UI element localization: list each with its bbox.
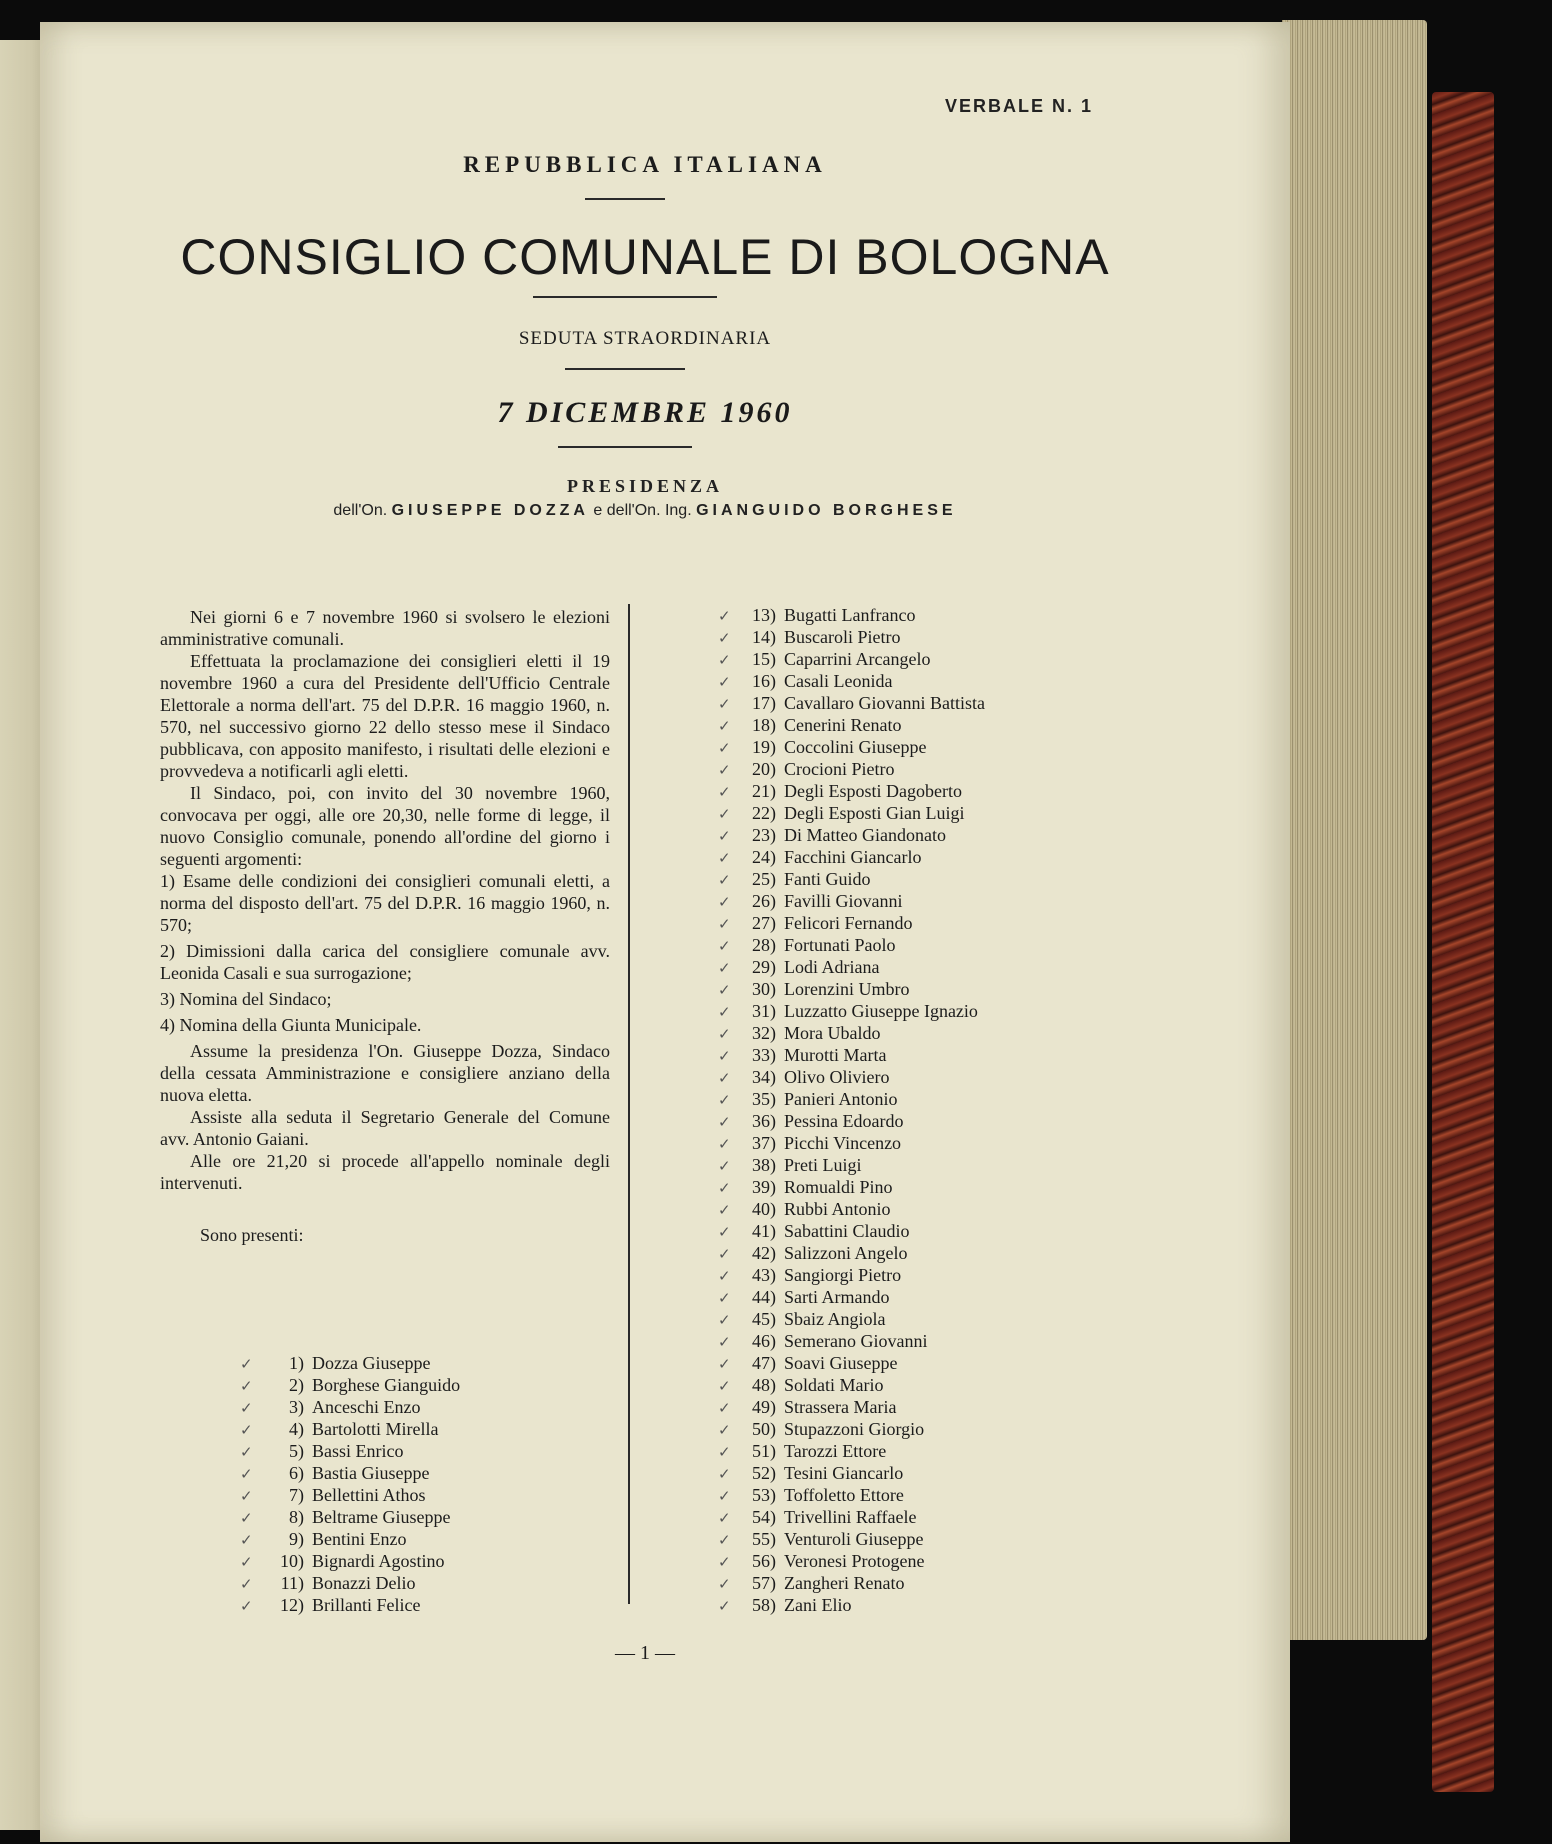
attendee-name: Venturoli Giuseppe — [784, 1529, 924, 1549]
attendee-row — [718, 1264, 985, 1286]
attendee-name: Picchi Vincenzo — [784, 1133, 902, 1153]
attendee-number: 56) — [752, 1551, 776, 1571]
left-column — [160, 606, 610, 1246]
handwritten-check-icon: ✓ — [718, 959, 731, 977]
attendee-name: Brillanti Felice — [312, 1595, 421, 1615]
presidency-name-1: GIUSEPPE DOZZA — [391, 502, 589, 519]
attendee-name: Strassera Maria — [784, 1397, 897, 1417]
attendee-number: 2) — [289, 1375, 304, 1395]
document-title: CONSIGLIO COMUNALE DI BOLOGNA — [180, 229, 1110, 285]
attendee-row — [718, 692, 985, 714]
attendee-number: 37) — [752, 1133, 776, 1153]
handwritten-check-icon: ✓ — [240, 1553, 253, 1571]
attendee-number: 27) — [752, 913, 776, 933]
attendee-number: 41) — [752, 1221, 776, 1241]
attendee-row — [718, 670, 985, 692]
attendee-name: Tarozzi Ettore — [784, 1441, 887, 1461]
attendee-row — [718, 956, 985, 978]
document-page — [40, 22, 1290, 1842]
attendee-name: Bugatti Lanfranco — [784, 605, 916, 625]
paragraph: Il Sindaco, poi, con invito del 30 novembre 1960, convocava per oggi, alle ore 20,30, nelle forme di legge, il nuovo Consiglio comunale, ponendo all'ordine del giorno i seguenti argomenti: — [160, 783, 610, 869]
attendee-number: 4) — [289, 1419, 304, 1439]
handwritten-check-icon: ✓ — [718, 739, 731, 757]
attendee-row — [718, 1440, 985, 1462]
attendee-row — [718, 1550, 985, 1572]
handwritten-check-icon: ✓ — [718, 805, 731, 823]
attendee-name: Casali Leonida — [784, 671, 893, 691]
handwritten-check-icon: ✓ — [240, 1355, 253, 1373]
handwritten-check-icon: ✓ — [718, 1355, 731, 1373]
attendee-name: Bastia Giuseppe — [312, 1463, 430, 1483]
handwritten-check-icon: ✓ — [718, 1201, 731, 1219]
attendee-row — [718, 1528, 985, 1550]
handwritten-check-icon: ✓ — [718, 717, 731, 735]
attendee-name: Olivo Oliviero — [784, 1067, 890, 1087]
handwritten-check-icon: ✓ — [240, 1575, 253, 1593]
attendee-row — [240, 1594, 460, 1616]
attendee-row — [240, 1352, 460, 1374]
handwritten-check-icon: ✓ — [240, 1443, 253, 1461]
divider — [565, 368, 685, 370]
attendee-name: Cavallaro Giovanni Battista — [784, 693, 985, 713]
attendee-number: 39) — [752, 1177, 776, 1197]
attendee-number: 40) — [752, 1199, 776, 1219]
attendee-row — [718, 1308, 985, 1330]
attendee-row — [718, 1374, 985, 1396]
attendee-row — [718, 1572, 985, 1594]
attendee-number: 25) — [752, 869, 776, 889]
handwritten-check-icon: ✓ — [718, 1003, 731, 1021]
attendee-number: 16) — [752, 671, 776, 691]
attendee-name: Stupazzoni Giorgio — [784, 1419, 925, 1439]
handwritten-check-icon: ✓ — [240, 1377, 253, 1395]
attendee-name: Luzzatto Giuseppe Ignazio — [784, 1001, 978, 1021]
handwritten-check-icon: ✓ — [240, 1399, 253, 1417]
attendee-number: 54) — [752, 1507, 776, 1527]
attendee-name: Borghese Gianguido — [312, 1375, 461, 1395]
attendee-number: 35) — [752, 1089, 776, 1109]
attendee-number: 14) — [752, 627, 776, 647]
attendee-row — [240, 1440, 460, 1462]
attendee-number: 21) — [752, 781, 776, 801]
attendee-number: 42) — [752, 1243, 776, 1263]
attendee-number: 23) — [752, 825, 776, 845]
attendee-number: 36) — [752, 1111, 776, 1131]
handwritten-check-icon: ✓ — [718, 783, 731, 801]
attendee-row — [718, 1000, 985, 1022]
attendee-number: 12) — [280, 1595, 304, 1615]
verbale-number: VERBALE N. 1 — [945, 96, 1094, 116]
attendee-number: 3) — [289, 1397, 304, 1417]
page-number: — 1 — — [615, 1642, 675, 1664]
column-divider — [628, 604, 630, 1604]
handwritten-check-icon: ✓ — [240, 1597, 253, 1615]
presidency-names — [40, 502, 1250, 520]
attendee-name: Degli Esposti Gian Luigi — [784, 803, 965, 823]
paragraph: Effettuata la proclamazione dei consiglieri eletti il 19 novembre 1960 a cura del Presidente dell'Ufficio Centrale Elettorale a norma dell'art. 75 del D.P.R. 16 maggio 1960, n. 570, nel successivo giorno 22 dello stesso mese il Sindaco pubblicava, con apposito manifesto, i risultati delle elezioni e provvedeva a notificarli agli eletti. — [160, 651, 610, 781]
attendee-row — [718, 1352, 985, 1374]
attendee-number: 48) — [752, 1375, 776, 1395]
attendee-name: Cenerini Renato — [784, 715, 902, 735]
attendee-name: Di Matteo Giandonato — [784, 825, 946, 845]
presidency-name-2: GIANGUIDO BORGHESE — [696, 502, 957, 519]
attendee-name: Rubbi Antonio — [784, 1199, 891, 1219]
attendee-row — [718, 1066, 985, 1088]
attendee-number: 11) — [280, 1573, 304, 1593]
agenda-item: 3) Nomina del Sindaco; — [160, 989, 332, 1009]
attendee-row — [718, 604, 985, 626]
attendee-number: 6) — [289, 1463, 304, 1483]
attendee-name: Toffoletto Ettore — [784, 1485, 904, 1505]
handwritten-check-icon: ✓ — [718, 1245, 731, 1263]
handwritten-check-icon: ✓ — [718, 1135, 731, 1153]
session-date: 7 DICEMBRE 1960 — [497, 396, 793, 429]
handwritten-check-icon: ✓ — [718, 1091, 731, 1109]
attendee-number: 43) — [752, 1265, 776, 1285]
handwritten-check-icon: ✓ — [718, 629, 731, 647]
marbled-book-cover — [1432, 92, 1494, 1792]
handwritten-check-icon: ✓ — [718, 1377, 731, 1395]
attendee-number: 7) — [289, 1485, 304, 1505]
attendee-number: 1) — [289, 1353, 304, 1373]
handwritten-check-icon: ✓ — [718, 1575, 731, 1593]
paragraph: Assume la presidenza l'On. Giuseppe Dozza, Sindaco della cessata Amministrazione e consigliere anziano della nuova eletta. — [160, 1041, 610, 1105]
handwritten-check-icon: ✓ — [718, 915, 731, 933]
attendee-name: Murotti Marta — [784, 1045, 887, 1065]
agenda-item: 1) Esame delle condizioni dei consiglieri comunali eletti, a norma del disposto dell'art. 75 del D.P.R. 16 maggio 1960, n. 570; — [160, 871, 610, 935]
handwritten-check-icon: ✓ — [718, 937, 731, 955]
handwritten-check-icon: ✓ — [718, 893, 731, 911]
handwritten-check-icon: ✓ — [240, 1509, 253, 1527]
handwritten-check-icon: ✓ — [718, 1487, 731, 1505]
attendee-name: Bassi Enrico — [312, 1441, 404, 1461]
attendee-name: Soldati Mario — [784, 1375, 884, 1395]
attendee-row — [718, 1044, 985, 1066]
book-page-edges — [1282, 20, 1427, 1640]
attendee-row — [718, 1154, 985, 1176]
handwritten-check-icon: ✓ — [718, 827, 731, 845]
handwritten-check-icon: ✓ — [718, 1531, 731, 1549]
attendee-number: 44) — [752, 1287, 776, 1307]
attendee-name: Bignardi Agostino — [312, 1551, 445, 1571]
handwritten-check-icon: ✓ — [718, 695, 731, 713]
attendee-name: Caparrini Arcangelo — [784, 649, 931, 669]
handwritten-check-icon: ✓ — [718, 1421, 731, 1439]
divider — [558, 446, 692, 448]
attendee-number: 51) — [752, 1441, 776, 1461]
attendee-number: 58) — [752, 1595, 776, 1615]
attendee-number: 26) — [752, 891, 776, 911]
presidency-prefix-2: e dell'On. Ing. — [593, 502, 692, 519]
attendee-row — [718, 648, 985, 670]
attendee-number: 20) — [752, 759, 776, 779]
attendee-number: 8) — [289, 1507, 304, 1527]
divider — [585, 198, 665, 200]
attendee-name: Lorenzini Umbro — [784, 979, 910, 999]
attendee-name: Mora Ubaldo — [784, 1023, 881, 1043]
attendee-name: Salizzoni Angelo — [784, 1243, 908, 1263]
handwritten-check-icon: ✓ — [718, 1289, 731, 1307]
presidency-label: PRESIDENZA — [566, 476, 724, 496]
attendee-number: 45) — [752, 1309, 776, 1329]
handwritten-check-icon: ✓ — [718, 981, 731, 999]
attendee-number: 22) — [752, 803, 776, 823]
attendee-number: 30) — [752, 979, 776, 999]
attendee-name: Bellettini Athos — [312, 1485, 426, 1505]
attendee-number: 53) — [752, 1485, 776, 1505]
handwritten-check-icon: ✓ — [718, 673, 731, 691]
divider — [533, 296, 717, 298]
handwritten-check-icon: ✓ — [240, 1465, 253, 1483]
attendee-name: Pessina Edoardo — [784, 1111, 904, 1131]
attendee-number: 49) — [752, 1397, 776, 1417]
attendee-name: Sangiorgi Pietro — [784, 1265, 902, 1285]
attendee-name: Crocioni Pietro — [784, 759, 895, 779]
attendee-number: 29) — [752, 957, 776, 977]
attendee-row — [718, 1242, 985, 1264]
handwritten-check-icon: ✓ — [718, 1047, 731, 1065]
handwritten-check-icon: ✓ — [718, 1157, 731, 1175]
attendee-number: 15) — [752, 649, 776, 669]
attendee-name: Degli Esposti Dagoberto — [784, 781, 962, 801]
handwritten-check-icon: ✓ — [718, 849, 731, 867]
attendee-row — [718, 1022, 985, 1044]
attendee-row — [718, 824, 985, 846]
attendee-row — [718, 802, 985, 824]
attendee-list-left — [240, 1352, 460, 1616]
handwritten-check-icon: ✓ — [240, 1421, 253, 1439]
attendee-row — [718, 1418, 985, 1440]
attendee-name: Facchini Giancarlo — [784, 847, 922, 867]
attendee-row — [718, 934, 985, 956]
present-label: Sono presenti: — [200, 1225, 304, 1245]
attendee-number: 5) — [289, 1441, 304, 1461]
attendee-name: Trivellini Raffaele — [784, 1507, 917, 1527]
handwritten-check-icon: ✓ — [718, 1509, 731, 1527]
attendee-number: 55) — [752, 1529, 776, 1549]
attendee-name: Sarti Armando — [784, 1287, 890, 1307]
attendee-row — [718, 1330, 985, 1352]
paragraph: Alle ore 21,20 si procede all'appello nominale degli intervenuti. — [160, 1151, 610, 1193]
attendee-row — [718, 1220, 985, 1242]
attendee-name: Coccolini Giuseppe — [784, 737, 927, 757]
attendee-name: Bartolotti Mirella — [312, 1419, 439, 1439]
handwritten-check-icon: ✓ — [718, 1597, 731, 1615]
attendee-number: 50) — [752, 1419, 776, 1439]
attendee-number: 46) — [752, 1331, 776, 1351]
handwritten-check-icon: ✓ — [718, 651, 731, 669]
attendee-name: Bentini Enzo — [312, 1529, 407, 1549]
attendee-row — [718, 1198, 985, 1220]
agenda-item: 2) Dimissioni dalla carica del consigliere comunale avv. Leonida Casali e sua surrogazione; — [160, 941, 610, 983]
handwritten-check-icon: ✓ — [718, 1553, 731, 1571]
attendee-number: 47) — [752, 1353, 776, 1373]
attendee-row — [240, 1484, 460, 1506]
attendee-name: Sabattini Claudio — [784, 1221, 910, 1241]
attendee-number: 19) — [752, 737, 776, 757]
attendee-name: Felicori Fernando — [784, 913, 913, 933]
attendee-number: 28) — [752, 935, 776, 955]
attendee-name: Bonazzi Delio — [312, 1573, 416, 1593]
attendee-name: Lodi Adriana — [784, 957, 880, 977]
attendee-name: Anceschi Enzo — [312, 1397, 421, 1417]
attendee-row — [718, 1286, 985, 1308]
attendee-name: Fortunati Paolo — [784, 935, 896, 955]
handwritten-check-icon: ✓ — [240, 1531, 253, 1549]
attendee-row — [240, 1396, 460, 1418]
attendee-name: Romualdi Pino — [784, 1177, 893, 1197]
attendee-row — [718, 780, 985, 802]
attendee-row — [718, 978, 985, 1000]
attendee-number: 31) — [752, 1001, 776, 1021]
attendee-row — [240, 1418, 460, 1440]
attendee-row — [240, 1506, 460, 1528]
attendee-name: Tesini Giancarlo — [784, 1463, 904, 1483]
attendee-name: Zani Elio — [784, 1595, 852, 1615]
handwritten-check-icon: ✓ — [718, 1443, 731, 1461]
attendee-row — [240, 1462, 460, 1484]
attendee-row — [718, 912, 985, 934]
attendee-name: Favilli Giovanni — [784, 891, 903, 911]
attendee-name: Beltrame Giuseppe — [312, 1507, 451, 1527]
attendee-name: Zangheri Renato — [784, 1573, 905, 1593]
presidency-prefix-1: dell'On. — [333, 502, 388, 519]
attendee-name: Buscaroli Pietro — [784, 627, 901, 647]
handwritten-check-icon: ✓ — [718, 761, 731, 779]
attendee-name: Soavi Giuseppe — [784, 1353, 898, 1373]
attendee-row — [718, 868, 985, 890]
attendee-row — [240, 1572, 460, 1594]
attendee-number: 24) — [752, 847, 776, 867]
republic-heading: REPUBBLICA ITALIANA — [463, 152, 827, 177]
attendee-number: 57) — [752, 1573, 776, 1593]
attendee-row — [718, 626, 985, 648]
attendee-row — [240, 1374, 460, 1396]
attendee-name: Sbaiz Angiola — [784, 1309, 886, 1329]
attendee-name: Panieri Antonio — [784, 1089, 898, 1109]
handwritten-check-icon: ✓ — [718, 1113, 731, 1131]
attendee-name: Dozza Giuseppe — [312, 1353, 431, 1373]
handwritten-check-icon: ✓ — [718, 871, 731, 889]
attendee-number: 52) — [752, 1463, 776, 1483]
attendee-row — [718, 758, 985, 780]
attendee-list-right — [718, 604, 985, 1616]
attendee-number: 33) — [752, 1045, 776, 1065]
attendee-row — [718, 1110, 985, 1132]
handwritten-check-icon: ✓ — [718, 1465, 731, 1483]
attendee-row — [718, 1462, 985, 1484]
attendee-number: 32) — [752, 1023, 776, 1043]
attendee-number: 18) — [752, 715, 776, 735]
attendee-row — [240, 1528, 460, 1550]
attendee-number: 34) — [752, 1067, 776, 1087]
attendee-row — [718, 714, 985, 736]
attendee-name: Fanti Guido — [784, 869, 871, 889]
agenda-item: 4) Nomina della Giunta Municipale. — [160, 1015, 422, 1035]
handwritten-check-icon: ✓ — [718, 1333, 731, 1351]
attendee-row — [718, 890, 985, 912]
handwritten-check-icon: ✓ — [718, 1223, 731, 1241]
paragraph: Assiste alla seduta il Segretario Generale del Comune avv. Antonio Gaiani. — [160, 1107, 610, 1149]
handwritten-check-icon: ✓ — [718, 1069, 731, 1087]
attendee-row — [240, 1550, 460, 1572]
attendee-number: 9) — [289, 1529, 304, 1549]
attendee-name: Veronesi Protogene — [784, 1551, 925, 1571]
handwritten-check-icon: ✓ — [718, 1025, 731, 1043]
handwritten-check-icon: ✓ — [718, 1179, 731, 1197]
attendee-row — [718, 1506, 985, 1528]
attendee-row — [718, 1396, 985, 1418]
attendee-number: 13) — [752, 605, 776, 625]
attendee-row — [718, 1088, 985, 1110]
attendee-row — [718, 846, 985, 868]
attendee-row — [718, 1132, 985, 1154]
handwritten-check-icon: ✓ — [718, 1399, 731, 1417]
attendee-row — [718, 736, 985, 758]
agenda-list — [160, 870, 610, 1036]
attendee-row — [718, 1594, 985, 1616]
attendee-number: 10) — [280, 1551, 304, 1571]
handwritten-check-icon: ✓ — [718, 1267, 731, 1285]
attendee-number: 38) — [752, 1155, 776, 1175]
attendee-row — [718, 1484, 985, 1506]
handwritten-check-icon: ✓ — [718, 607, 731, 625]
handwritten-check-icon: ✓ — [718, 1311, 731, 1329]
handwritten-check-icon: ✓ — [240, 1487, 253, 1505]
attendee-name: Semerano Giovanni — [784, 1331, 928, 1351]
attendee-name: Preti Luigi — [784, 1155, 862, 1175]
attendee-row — [718, 1176, 985, 1198]
paragraph: Nei giorni 6 e 7 novembre 1960 si svolsero le elezioni amministrative comunali. — [160, 607, 610, 649]
attendee-number: 17) — [752, 693, 776, 713]
session-type: SEDUTA STRAORDINARIA — [518, 328, 772, 349]
